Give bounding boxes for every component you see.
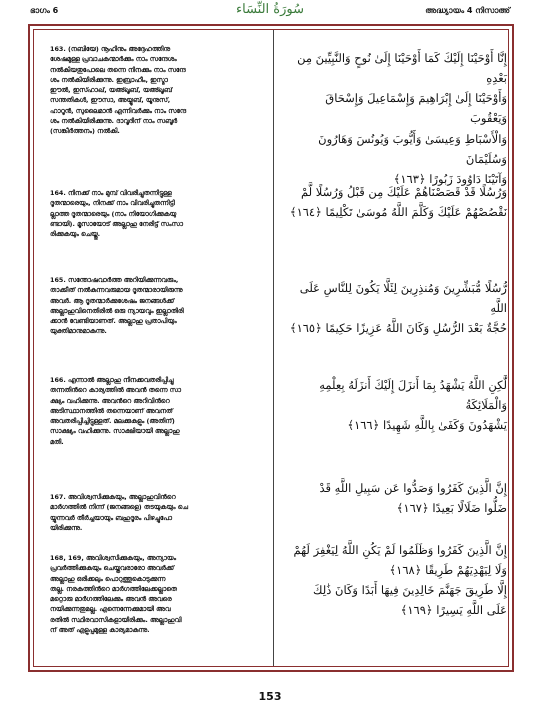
- column-divider: [273, 30, 274, 666]
- ayah-166: لَّٰكِنِ اللَّهُ يَشْهَدُ بِمَا أَنزَلَ إِلَيْكَ أَنزَلَهُ بِعِلْمِهِ وَالْمَلَائِكَةُ يَشْهَدُونَ وَكَفَىٰ بِاللَّهِ شَهِيدًا ﴿١٦٦﴾: [319, 378, 507, 433]
- translation-166: 166. എന്നാല്‍ അല്ലാഹു നിനക്കവതരിപ്പിച്ചു തന്നതിന്‍റെ കാര്യത്തില്‍ അവന്‍ തന്നെ സാ ക്ഷ്യം വഹിക്കുന്നു. അവന്‍റെ അറിവിന്‍റെ അടിസ്ഥാനത്തില്‍ തന്നെയാണ് അവനത് അവതരിപ്പിച്ചിട്ടുള്ളത്. മലക്കുകളും (അതിന്) സാക്ഷ്യം വഹിക്കുന്നു. സാക്ഷിയായി അല്ലാഹു മതി.: [50, 376, 182, 446]
- ayah-165: رُّسُلًا مُّبَشِّرِينَ وَمُنذِرِينَ لِئَلَّا يَكُونَ لِلنَّاسِ عَلَى اللَّهِ حُجَّةٌ بَعْدَ الرُّسُلِ وَكَانَ اللَّهُ عَزِيزًا حَكِيمًا ﴿١٦٥﴾: [289, 281, 507, 336]
- translation-163: 163. (നബിയേ) നൂഹിനും അദ്ദേഹത്തിനു ശേഷമുള്ള പ്രവാചകന്മാര്‍ക്കും നാം സന്ദേശം നല്‍കിയതുപോലെ തന്നെ നിനക്കും നാം സന്ദേ ശം നല്‍കിയിരിക്കുന്നു. ഇബ്രാഹീം, ഇസ്മാ ഈല്‍, ഇസ്ഹാഖ്, യഅ്ഖൂബ്, യഅ്ഖൂബ് സന്തതികള്‍, ഈസാ, അയ്യൂബ്, യൂനുസ്, ഹാറൂന്‍, സുലൈമാന്‍ എന്നിവര്‍ക്കും നാം സന്ദേ ശം നല്‍കിയിരിക്കുന്നു. ദാവൂദിന് നാം സബൂര്‍ (സങ്കീര്‍ത്തനം) നല്‍കി.: [50, 45, 187, 135]
- translation-164: 164. നിനക്ക് നാം മുമ്പ് വിവരിച്ചുതന്നിട്ടുള്ള ദൂതന്മാരെയും, നിനക്ക് നാം വിവരിച്ചുതന്നിട്ടി ല്ലാത്ത ദൂതന്മാരെയും (നാം നിയോഗിക്കുകയു ണ്ടായി). മൂസായോട് അല്ലാഹു നേരിട്ട് സംസാ രിക്കുകയും ചെയ്തു.: [50, 189, 183, 238]
- ayah-168-169: إِنَّ الَّذِينَ كَفَرُوا وَظَلَمُوا لَمْ يَكُنِ اللَّهُ لِيَغْفِرَ لَهُمْ وَلَا لِيَهْدِيَهُمْ طَرِيقًا ﴿١٦٨﴾ إِلَّا طَرِيقَ جَهَنَّمَ خَالِدِينَ فِيهَا أَبَدًا وَكَانَ ذَٰلِكَ عَلَى اللَّهِ يَسِيرًا ﴿١٦٩﴾: [293, 543, 507, 618]
- ayah-164: وَرُسُلًا قَدْ قَصَصْنَاهُمْ عَلَيْكَ مِن قَبْلُ وَرُسُلًا لَّمْ نَقْصُصْهُمْ عَلَيْكَ وَكَلَّمَ اللَّهُ مُوسَىٰ تَكْلِيمًا ﴿١٦٤﴾: [289, 185, 507, 220]
- ayah-167: إِنَّ الَّذِينَ كَفَرُوا وَصَدُّوا عَن سَبِيلِ اللَّهِ قَدْ ضَلُّوا ضَلَالًا بَعِيدًا ﴿١٦٧﴾: [319, 481, 507, 516]
- ayah-163: إِنَّا أَوْحَيْنَا إِلَيْكَ كَمَا أَوْحَيْنَا إِلَىٰ نُوحٍ وَالنَّبِيِّينَ مِن بَعْدِهِ وَأَوْحَيْنَا إِلَىٰ إِبْرَاهِيمَ وَإِسْمَاعِيلَ وَإِسْحَاقَ وَيَعْقُوبَ وَالْأَسْبَاطِ وَعِيسَىٰ وَأَيُّوبَ وَيُونُسَ وَهَارُونَ وَسُلَيْمَانَ وَآتَيْنَا دَاوُودَ زَبُورًا ﴿١٦٣﴾: [297, 51, 507, 186]
- part-number: ഭാഗം 6: [30, 6, 59, 15]
- translation-165: 165. സന്തോഷവാര്‍ത്ത അറിയിക്കുന്നവരും, താക്കീത് നല്‍കുന്നവരുമായ ദൂതന്മാരായിരുന്നു അവര്‍. ആ ദൂതന്മാര്‍ക്കുശേഷം ജനങ്ങള്‍ക്ക് അല്ലാഹുവിനെതിരില്‍ ഒരു ന്യായവും ഇല്ലാതിരി ക്കാന്‍ വേണ്ടിയാണത്. അല്ലാഹു പ്രതാപിയും യുക്തിമാനുമാകുന്നു.: [50, 276, 184, 336]
- translation-168-169: 168, 169, അവിശ്വസിക്കുകയും, അന്യായം പ്രവര്‍ത്തിക്കുകയും ചെയ്തവരാരോ അവര്‍ക്ക് അല്ലാഹു ഒരിക്കലും പൊറുത്തുകൊടുക്കുന്ന തല്ല. നരകത്തിന്‍റെ മാര്‍ഗത്തിലേക്കല്ലാതെ മറ്റൊരു മാര്‍ഗത്തിലേക്കും അവന്‍ അവരെ നയിക്കുന്നതുമല്ല. എന്നെന്നേക്കുമായി അവ രതില്‍ സ്ഥിരവാസികളായിരിക്കും. അല്ലാഹുവി ന് അത് എളുപ്പമുള്ള കാര്യമാകുന്നു.: [50, 554, 182, 634]
- surah-title: سُورَةُ النِّسَاء: [236, 2, 304, 17]
- page-number: 153: [258, 690, 282, 703]
- chapter-title: അദ്ധ്യായം 4 നിസാഅ്: [425, 6, 510, 15]
- translation-167: 167. അവിശ്വസിക്കുകയും, അല്ലാഹുവിന്‍റെ മാര്‍ഗത്തില്‍ നിന്ന് (ജനങ്ങളെ) തടയുകയും ചെ യ്യുന്നവര്‍ തീര്‍ച്ചയായും ബഹുദൂരം പിഴച്ചുപോ യിരിക്കുന്നു.: [50, 493, 188, 532]
